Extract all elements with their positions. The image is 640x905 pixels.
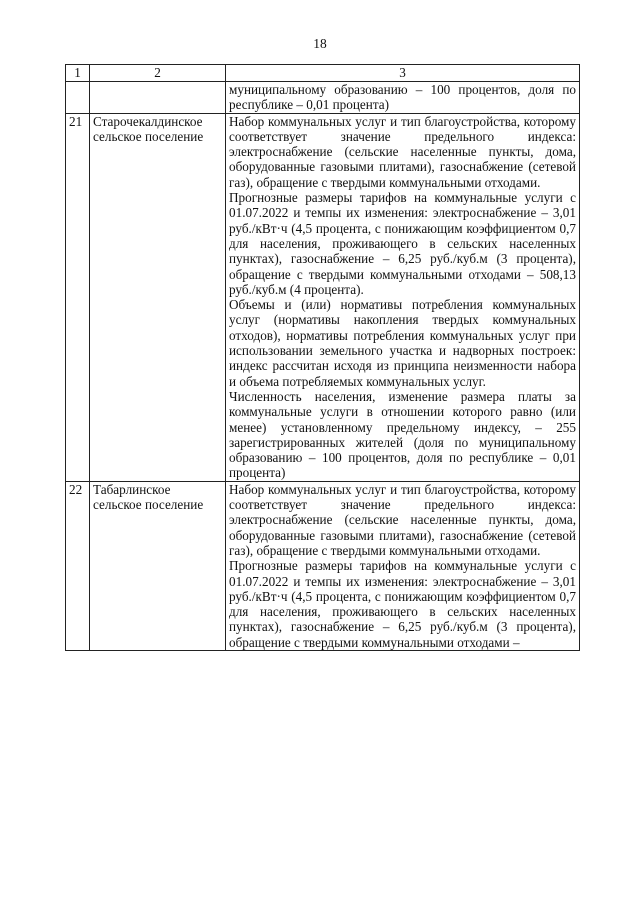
- table-row-continuation: [66, 82, 580, 114]
- table-row-21: [66, 113, 580, 481]
- header-col-2: 2: [90, 65, 226, 82]
- row-content-cell: [226, 82, 580, 114]
- content-paragraph: Прогнозные размеры тарифов на коммунальные услуги с 01.07.2022 и темпы их изменения: электроснабжение – 3,01 руб./кВт·ч (4,5 процента, с понижающим коэффициентом 0,7 для населения, проживающего в сельских населенных пунктах), газоснабжение – 6,25 руб./куб.м (3 процента), обращение с твердыми коммунальными отходами –: [229, 558, 576, 650]
- tariff-table: [65, 64, 580, 651]
- settlement-name-cell: Старочекалдинское сельское поселение: [90, 113, 226, 481]
- row-name-cell: [90, 82, 226, 114]
- content-paragraph: муниципальному образованию – 100 процентов, доля по республике – 0,01 процента): [229, 82, 576, 113]
- table-row-22: [66, 481, 580, 650]
- content-paragraph: Прогнозные размеры тарифов на коммунальные услуги с 01.07.2022 и темпы их изменения: электроснабжение – 3,01 руб./кВт·ч (4,5 процента, с понижающим коэффициентом 0,7 для населения, проживающего в сельских населенных пунктах), газоснабжение – 6,25 руб./куб.м (3 процента), обращение с твердыми коммунальными отходами – 508,13 руб./куб.м (4 процента).: [229, 190, 576, 297]
- content-paragraph: Численность населения, изменение размера платы за коммунальные услуги в отношении которого равно (или менее) установленному предельному индексу, – 255 зарегистрированных жителей (доля по муниципальному образованию – 100 процентов, доля по республике – 0,01 процента): [229, 388, 576, 481]
- content-paragraph: Объемы и (или) нормативы потребления коммунальных услуг (нормативы накопления твердых коммунальных отходов), нормативы потребления коммунальных услуг при использовании земельного участка и надворных построек: индекс рассчитан исходя из принципа неизменности набора и объема потребляемых коммунальных услуг.: [229, 297, 576, 389]
- row-number-cell: 22: [66, 481, 90, 650]
- settlement-name-cell: Табарлинское сельское поселение: [90, 481, 226, 650]
- header-col-1: 1: [66, 65, 90, 82]
- page-number: 18: [313, 36, 327, 51]
- row-content-cell: [226, 481, 580, 650]
- content-paragraph: Набор коммунальных услуг и тип благоустройства, которому соответствует значение предельного индекса: электроснабжение (сельские населенные пункты, дома, оборудованные газовыми плитами), газоснабжение (сетевой газ), обращение с твердыми коммунальными отходами.: [229, 113, 576, 190]
- header-col-3: 3: [226, 65, 580, 82]
- table-header-row: [66, 65, 580, 82]
- row-number-cell: [66, 82, 90, 114]
- row-number-cell: 21: [66, 113, 90, 481]
- row-content-cell: [226, 113, 580, 481]
- content-paragraph: Набор коммунальных услуг и тип благоустройства, которому соответствует значение предельного индекса: электроснабжение (сельские населенные пункты, дома, оборудованные газовыми плитами), газоснабжение (сетевой газ), обращение с твердыми коммунальными отходами.: [229, 481, 576, 558]
